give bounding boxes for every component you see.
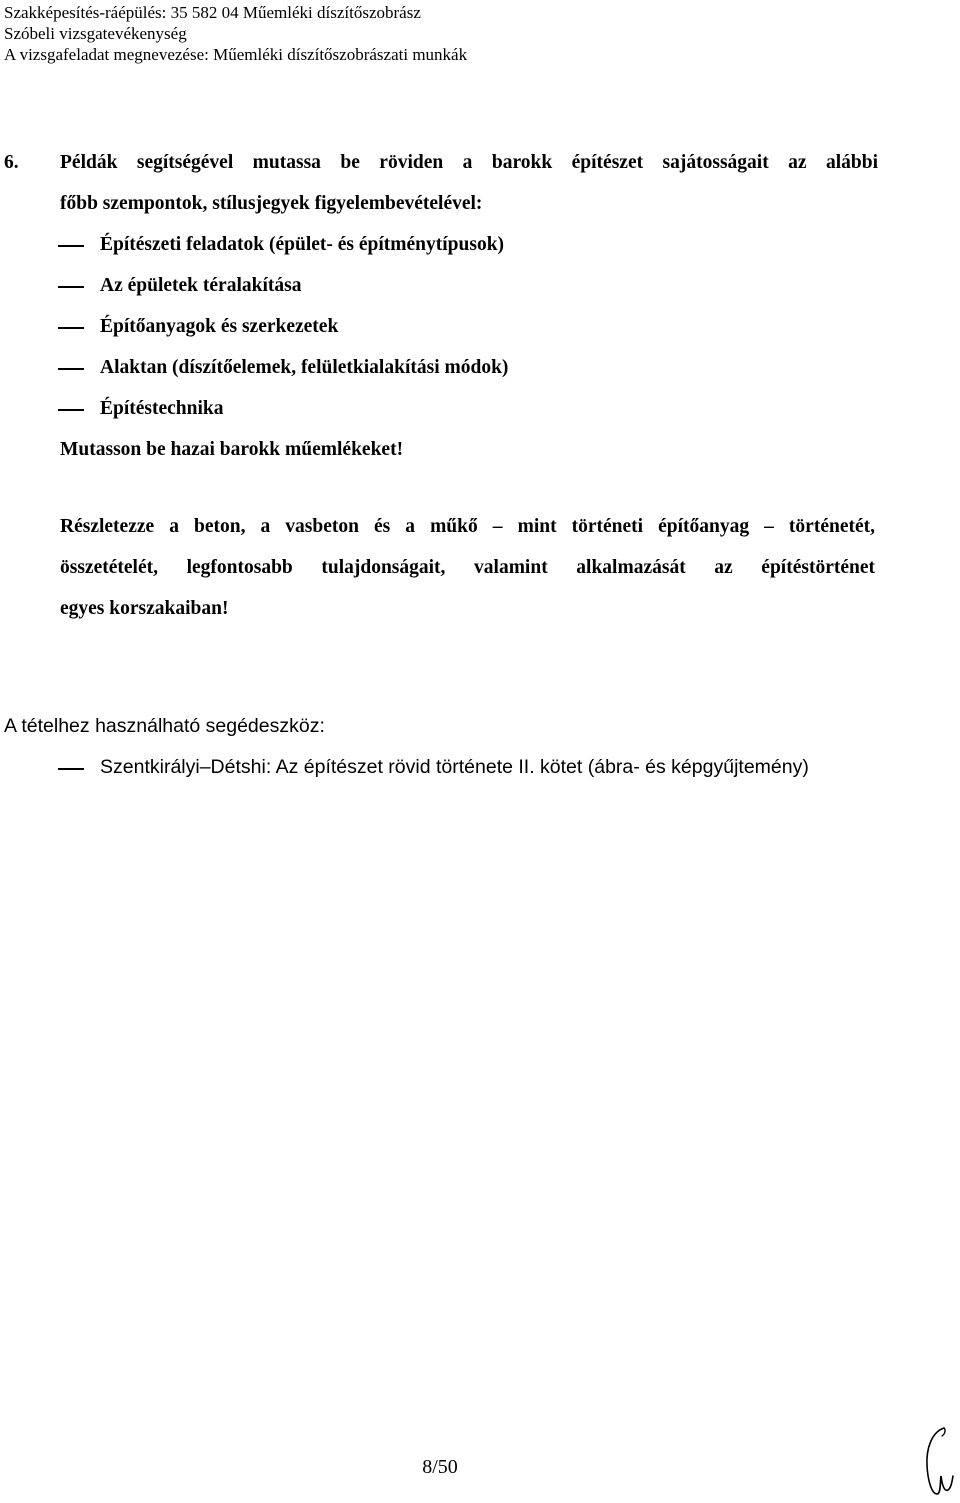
header-exam-type: Szóbeli vizsgatevékenység (4, 24, 187, 43)
list-item (4, 224, 878, 265)
task-number: 6. (4, 152, 19, 173)
page-number: 8/50 (422, 1456, 458, 1478)
task-title-row (4, 142, 878, 183)
list-item-text: Építőanyagok és szerkezetek (100, 316, 339, 337)
document-header (4, 2, 467, 65)
dash-bullet-icon (58, 286, 84, 288)
task-title-line-1: Példák segítségével mutassa be röviden a barokk építészet sajátosságait az alábbi (60, 152, 878, 173)
task-title-line-2: főbb szempontok, stílusjegyek figyelembevételével: (60, 193, 483, 214)
list-item-text: Építészeti feladatok (épület- és építménytípusok) (100, 234, 505, 255)
task-title-row-2 (4, 183, 878, 224)
dash-bullet-icon (58, 327, 84, 329)
dash-bullet-icon (58, 409, 84, 411)
task-closing-row (4, 429, 878, 470)
list-item-text: Alaktan (díszítőelemek, felületkialakítási módok) (100, 357, 509, 378)
dash-bullet-icon (58, 245, 84, 247)
task-closing: Mutasson be hazai barokk műemlékeket! (60, 439, 404, 460)
tools-list-item (4, 747, 904, 788)
dash-bullet-icon (58, 368, 84, 370)
header-qualification: Szakképesítés-ráépülés: 35 582 04 Műemléki díszítőszobrász (4, 3, 421, 22)
paragraph-line-3: egyes korszakaiban! (60, 598, 229, 619)
list-item (4, 265, 878, 306)
list-item-text: Építéstechnika (100, 398, 224, 419)
paragraph-line-1: Részletezze a beton, a vasbeton és a műkő – mint történeti építőanyag – történetét, (60, 516, 875, 537)
list-item (4, 347, 878, 388)
list-item (4, 306, 878, 347)
list-item-text: Az épületek téralakítása (100, 275, 302, 296)
tools-item-text: Szentkirályi–Détshi: Az építészet rövid története II. kötet (ábra- és képgyűjtemény) (100, 756, 809, 778)
list-item (4, 388, 878, 429)
task-paragraph (60, 506, 875, 629)
exam-task (4, 142, 878, 470)
signature-icon (922, 1424, 956, 1498)
dash-bullet-icon (58, 768, 84, 770)
header-task-name: A vizsgafeladat megnevezése: Műemléki díszítőszobrászati munkák (4, 45, 468, 64)
tools-label: A tételhez használható segédeszköz: (4, 715, 325, 737)
paragraph-line-2: összetételét, legfontosabb tulajdonságait, valamint alkalmazását az építéstörténet (60, 557, 875, 578)
